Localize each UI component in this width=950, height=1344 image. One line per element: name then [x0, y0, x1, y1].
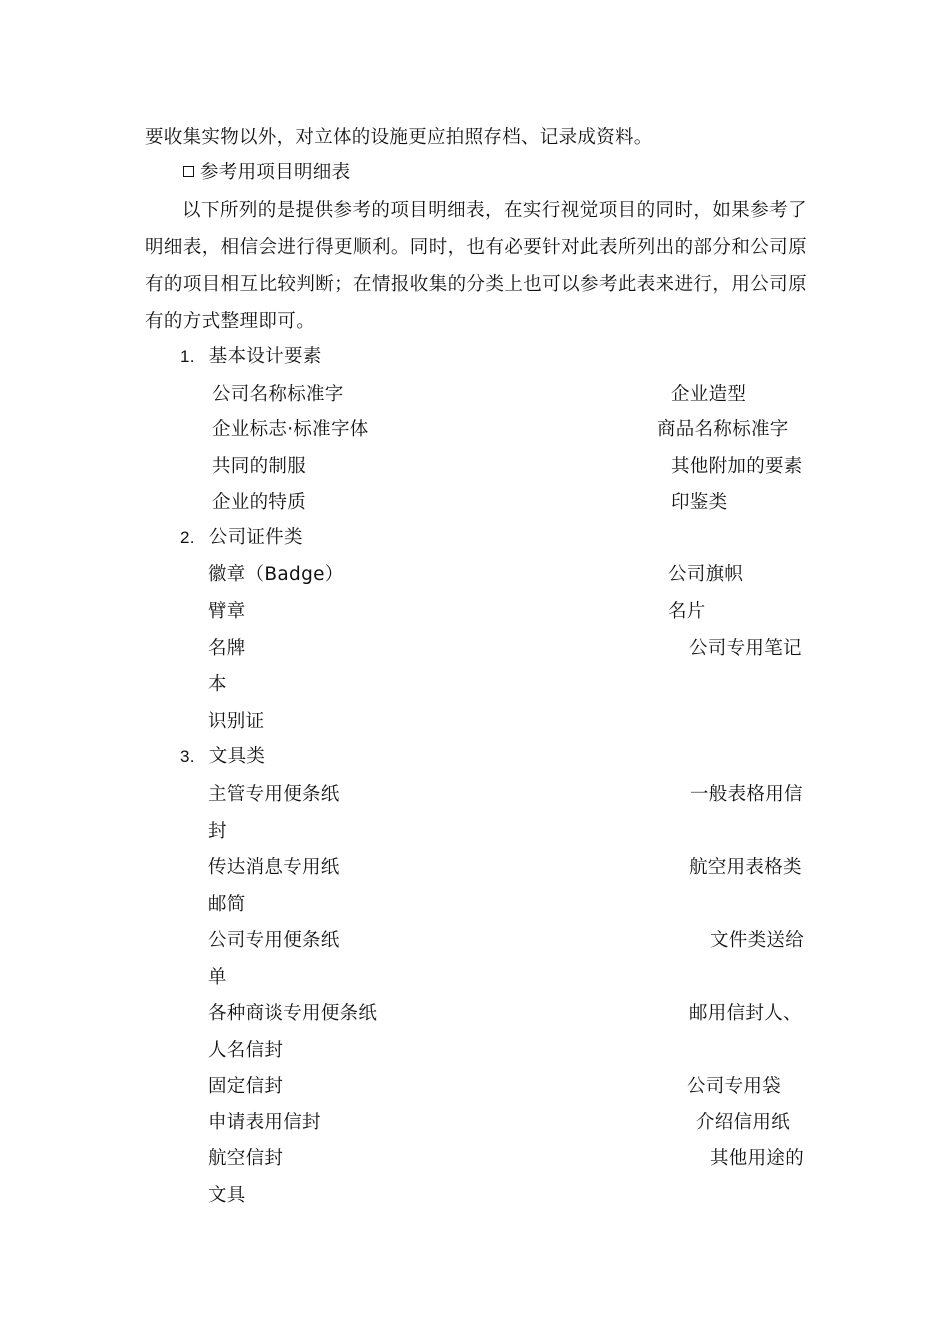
list-item-right: 其他附加的要素 — [671, 456, 803, 477]
section-3-heading — [180, 745, 265, 769]
list-item-left: 主管专用便条纸 — [208, 784, 340, 805]
list-item-right: 公司旗帜 — [668, 564, 744, 585]
list-item-left: 共同的制服 — [212, 456, 307, 477]
square-bullet-icon — [183, 166, 194, 177]
list-item-left: 各种商谈专用便条纸 — [208, 1003, 378, 1024]
section-3-number: 3. — [180, 747, 195, 766]
list-item-right: 其他用途的 — [710, 1148, 805, 1169]
list-item-left: 名牌 — [208, 638, 246, 659]
list-item-left: 企业的特质 — [212, 492, 307, 513]
list-item-wrap: 单 — [208, 967, 227, 988]
list-item-left: 航空信封 — [208, 1148, 284, 1169]
list-item-right: 文件类送给 — [710, 930, 805, 951]
intro-paragraph: 以下所列的是提供参考的项目明细表，在实行视觉项目的同时，如果参考了明细表，相信会进行得更顺利。同时，也有必要针对此表所列出的部分和公司原有的项目相互比较判断；在情报收集的分类上也可以参考此表来进行，用公司原有的方式整理即可。 — [145, 200, 807, 332]
section-1-number: 1. — [180, 347, 195, 366]
section-1-heading — [180, 345, 322, 369]
list-item-right: 公司专用笔记 — [689, 638, 802, 659]
list-item-left: 传达消息专用纸 — [208, 857, 340, 878]
list-item-right: 介绍信用纸 — [696, 1112, 791, 1133]
list-item-left: 公司名称标准字 — [212, 384, 344, 405]
list-item-left: 臂章 — [208, 601, 246, 622]
section-heading — [183, 161, 350, 185]
list-item-right: 公司专用袋 — [687, 1076, 782, 1097]
list-item-wrap: 人名信封 — [208, 1040, 284, 1061]
list-item-right: 商品名称标准字 — [657, 419, 789, 440]
list-item-left: 固定信封 — [208, 1076, 284, 1097]
list-item-right: 邮用信封人、 — [689, 1003, 802, 1024]
section-heading-text: 参考用项目明细表 — [200, 162, 351, 183]
list-item-right: 名片 — [668, 601, 706, 622]
list-item-wrap: 邮简 — [208, 894, 246, 915]
section-1-title: 基本设计要素 — [208, 346, 322, 367]
intro-line: 要收集实物以外，对立体的设施更应拍照存档、记录成资料。 — [145, 127, 653, 148]
list-item-left: 公司专用便条纸 — [208, 930, 340, 951]
list-item-right: 企业造型 — [671, 384, 747, 405]
section-2-heading — [180, 526, 303, 550]
list-item-left: 徽章（Badge） — [208, 564, 344, 585]
list-item-wrap: 本 — [208, 674, 227, 695]
list-item-right: 航空用表格类 — [689, 857, 802, 878]
list-item-left: 企业标志·标准字体 — [212, 419, 369, 440]
list-item-left: 申请表用信封 — [208, 1112, 321, 1133]
list-item-left: 识别证 — [208, 711, 265, 732]
list-item-right: 一般表格用信 — [690, 784, 803, 805]
list-item-right: 印鉴类 — [671, 492, 728, 513]
list-item-wrap: 封 — [208, 821, 227, 842]
section-2-title: 公司证件类 — [208, 527, 303, 548]
section-2-number: 2. — [180, 528, 195, 547]
list-item-wrap: 文具 — [208, 1185, 246, 1206]
section-3-title: 文具类 — [208, 746, 266, 767]
